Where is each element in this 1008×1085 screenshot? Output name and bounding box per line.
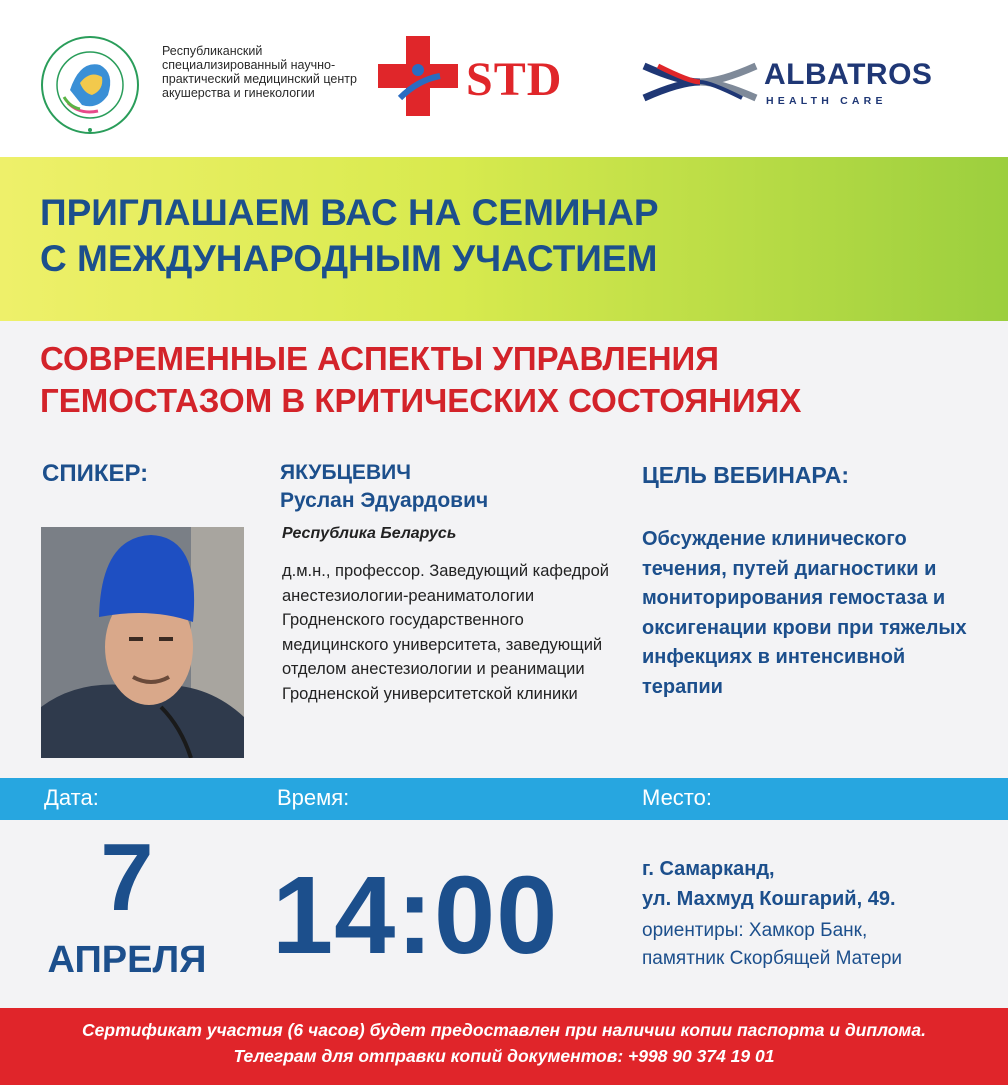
goal-label: ЦЕЛЬ ВЕБИНАРА: xyxy=(642,462,850,488)
topic-line-1: СОВРЕМЕННЫЕ АСПЕКТЫ УПРАВЛЕНИЯ xyxy=(40,340,719,377)
org-name: Республиканский специализированный научно-практический медицинский центр акушерства и гинекологии xyxy=(162,44,357,100)
time-value: 14:00 xyxy=(272,854,559,977)
org-logo xyxy=(40,35,140,135)
place-street: ул. Махмуд Кошгарий, 49. xyxy=(642,888,896,910)
speaker-country: Республика Беларусь xyxy=(282,525,457,542)
topic-title xyxy=(40,338,970,422)
place-city: г. Самарканд, xyxy=(642,858,775,880)
place-landmark-1: ориентиры: Хамкор Банк, xyxy=(642,920,868,941)
invite-line-2: С МЕЖДУНАРОДНЫМ УЧАСТИЕМ xyxy=(40,238,658,279)
std-logo-text: STD xyxy=(466,53,563,106)
speaker-name: Руслан Эдуардович xyxy=(280,489,489,512)
albatros-subtitle: HEALTH CARE xyxy=(766,95,887,107)
topic-line-2: ГЕМОСТАЗОМ В КРИТИЧЕСКИХ СОСТОЯНИЯХ xyxy=(40,382,802,419)
place-landmark-2: памятник Скорбящей Матери xyxy=(642,948,903,969)
speaker-photo xyxy=(41,527,244,758)
goal-text: Обсуждение клинического течения, путей диагностики и мониторирования гемостаза и оксигенации крови при тяжелых инфекциях в интенсивной терапии xyxy=(642,528,967,698)
invite-title xyxy=(40,190,960,282)
footer-certificate-note: Сертификат участия (6 часов) будет предоставлен при наличии копии паспорта и диплома. xyxy=(82,1020,926,1040)
place-label: Место: xyxy=(642,785,712,810)
date-label: Дата: xyxy=(44,785,99,810)
invite-line-1: ПРИГЛАШАЕМ ВАС НА СЕМИНАР xyxy=(40,192,659,233)
albatros-name: ALBATROS xyxy=(764,58,933,91)
speaker-label: СПИКЕР: xyxy=(42,460,149,487)
time-label: Время: xyxy=(277,785,350,810)
speaker-bio: д.м.н., профессор. Заведующий кафедрой анестезиологии-реаниматологии Гродненского государственного медицинского университета, заведующий отделом анестезиологии и реанимации Гродненской университетской клиники xyxy=(282,562,609,703)
date-month: АПРЕЛЯ xyxy=(47,939,207,981)
footer-telegram-note: Телеграм для отправки копий документов: +998 90 374 19 01 xyxy=(233,1046,775,1066)
albatros-logo-icon xyxy=(640,56,760,108)
speaker-surname: ЯКУБЦЕВИЧ xyxy=(280,461,411,484)
details-labels-band xyxy=(0,778,1008,820)
date-day: 7 xyxy=(100,824,154,931)
